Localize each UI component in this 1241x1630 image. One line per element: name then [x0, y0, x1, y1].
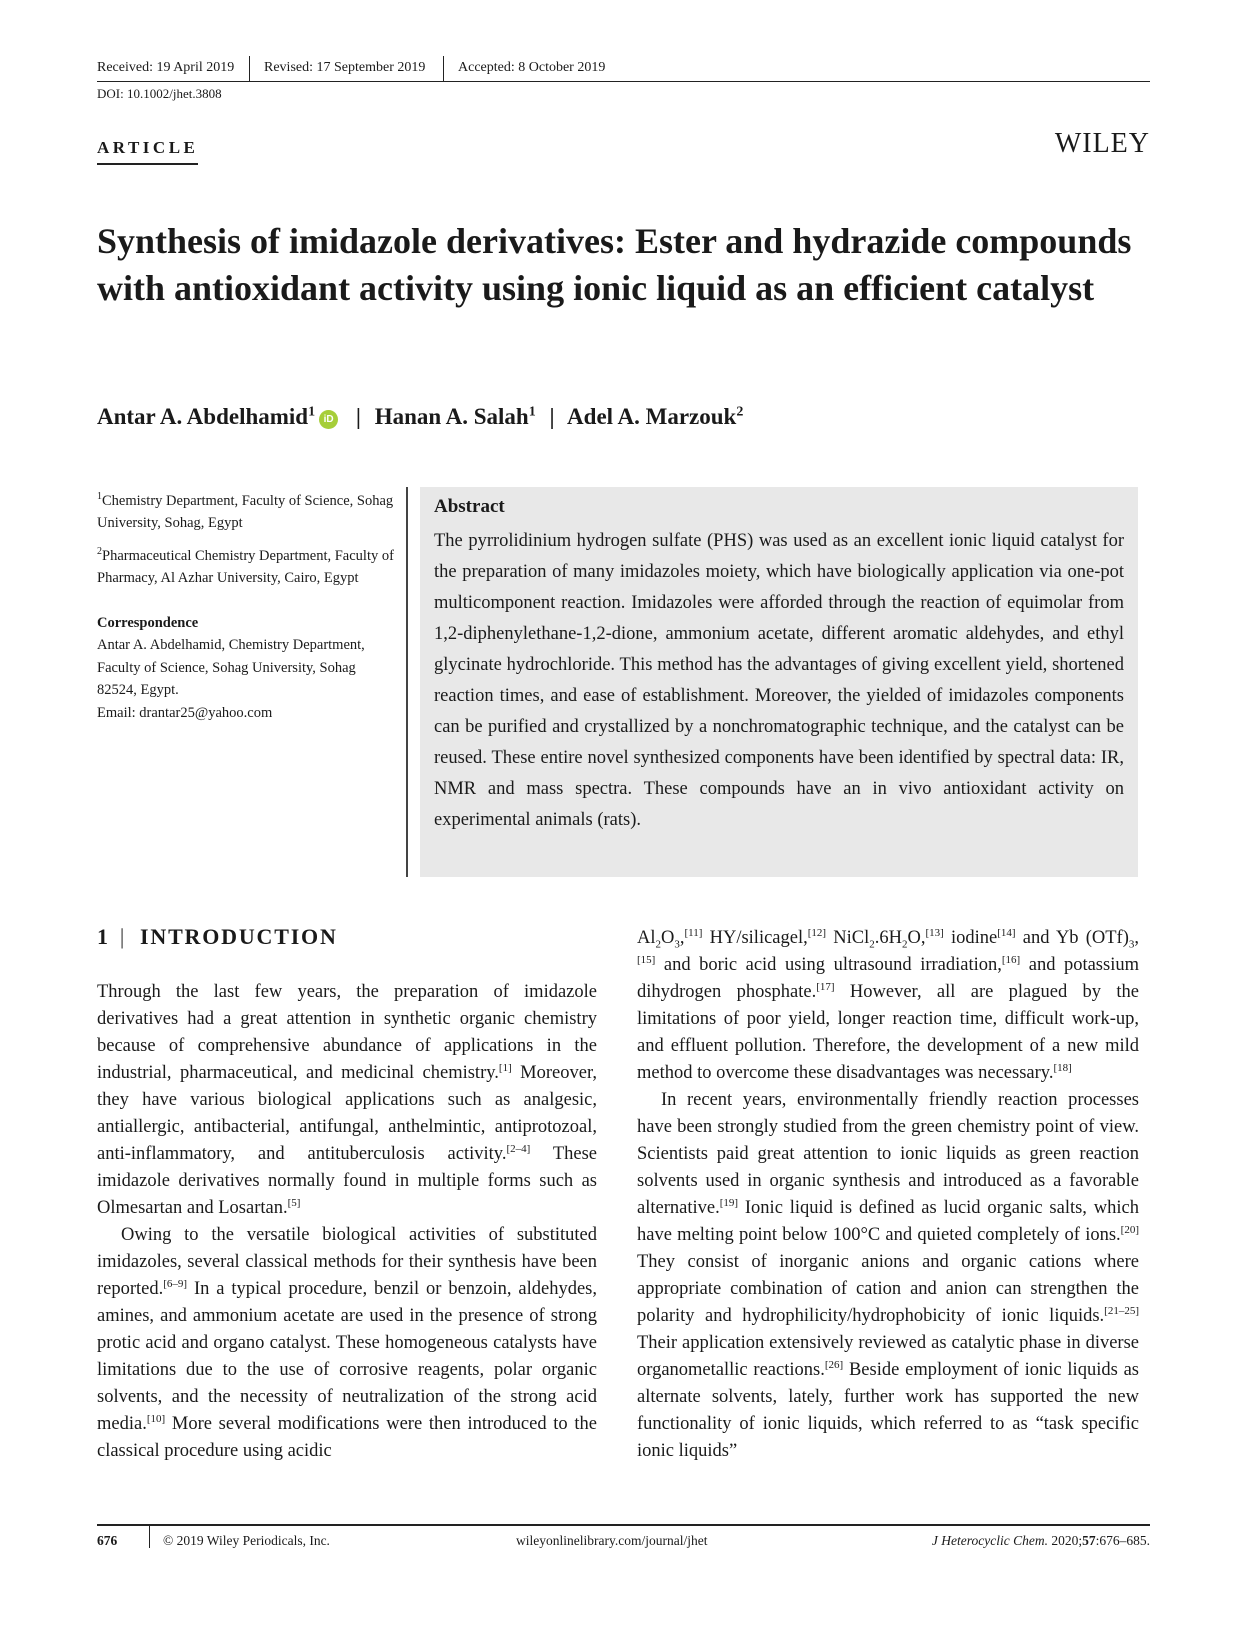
affiliations-panel [97, 486, 397, 724]
body-column-right [637, 925, 1139, 1465]
revised-date: Revised: 17 September 2019 [264, 60, 426, 75]
author-list [97, 404, 743, 430]
abstract-box [420, 487, 1138, 877]
paragraph: $Al_2O_3,[11]$ HY/silicagel,[12] $NiCl_2.6H_2O,[13]$ iodine[14] and Yb $(OTf)_3,[15]$ and boric acid using ultrasound irradiation,[16] and potassium dihydrogen phosphate.[17] However, all are plagued by the limitations of poor yield, longer reaction time, difficult work-up, and effluent pollution. Therefore, the development of a new mild method to overcome these disadvantages was necessary.[18] [637, 926, 1139, 1083]
citation-ref[interactable]: [17] [816, 980, 835, 993]
citation-ref[interactable]: [19] [719, 1196, 739, 1209]
citation-ref[interactable]: [10] [146, 1412, 166, 1425]
section-number: 1 [97, 924, 110, 949]
author-separator: | [355, 404, 361, 429]
abstract-text: The pyrrolidinium hydrogen sulfate (PHS) was used as an excellent ionic liquid catalyst for the preparation of many imidazoles moiety, which have biologically application via one-pot multicomponent reaction. Imidazoles were afforded through the reaction of equimolar from 1,2-diphenylethane-1,2-dione, ammonium acetate, different aromatic aldehydes, and ethyl glycinate hydrochloride. This method has the advantages of giving excellent yield, shortened reaction times, and ease of establishment. Moreover, the yielded of imidazoles components can be purified and crystallized by a nonchromatographic technique, and the catalyst can be reused. These entire novel synthesized components have been identified by spectral data: IR, NMR and mass spectra. These compounds have an in vivo antioxidant activity on experimental animals (rats). [434, 531, 1124, 830]
correspondence-heading: Correspondence [97, 614, 199, 631]
correspondence-email[interactable]: Email: drantar25@yahoo.com [97, 704, 273, 721]
citation-ref[interactable]: [16] [1001, 953, 1021, 966]
author-name[interactable]: Adel A. Marzouk [567, 404, 737, 429]
citation-ref[interactable]: [21–25] [1104, 1304, 1139, 1317]
section-heading [97, 924, 338, 950]
divider [149, 1524, 150, 1548]
citation-ref[interactable]: [2–4] [506, 1142, 531, 1155]
citation-ref[interactable]: [13] [925, 926, 944, 939]
citation-ref[interactable]: [5] [287, 1196, 301, 1209]
paragraph: Through the last few years, the preparation of imidazole derivatives had a great attention in synthetic organic chemistry because of comprehensive abundance of applications in the industrial, pharmaceutical, and medicinal chemistry.[1] Moreover, they have various biological applications such as analgesic, antiallergic, antibacterial, antifungal, anthelmintic, antiprotozoal, anti-inflammatory, and antituberculosis activity.[2–4] These imidazole derivatives normally found in multiple forms such as Olmesartan and Losartan.[5] [97, 982, 598, 1218]
publisher-logo: WILEY [1054, 128, 1150, 159]
journal-citation: J Heterocyclic Chem. 2020;57:676–685. [931, 1533, 1150, 1548]
citation-ref[interactable]: [15] [637, 953, 656, 966]
section-separator: | [119, 924, 127, 949]
section-title: INTRODUCTION [140, 924, 338, 949]
paper-title: Synthesis of imidazole derivatives: Ester and hydrazide compounds with antioxidant activity using ionic liquid as an efficient catalyst [97, 221, 1132, 308]
divider [443, 56, 444, 81]
correspondence-body: Antar A. Abdelhamid, Chemistry Department, Faculty of Science, Sohag University, Sohag 82524, Egypt. Email: drantar25@yahoo.com [97, 637, 365, 721]
accepted-date: Accepted: 8 October 2019 [458, 60, 606, 75]
author-separator: | [549, 404, 555, 429]
citation-ref[interactable]: [20] [1120, 1223, 1139, 1236]
citation-ref[interactable]: [6–9] [163, 1277, 188, 1290]
affiliation-ref: 2 [736, 404, 744, 420]
citation-ref[interactable]: [26] [824, 1358, 844, 1371]
divider [249, 56, 250, 81]
received-date: Received: 19 April 2019 [97, 60, 235, 75]
citation-ref[interactable]: [1] [498, 1061, 512, 1074]
citation-ref[interactable]: [12] [807, 926, 827, 939]
paragraph: In recent years, environmentally friendly reaction processes have been strongly studied from the green chemistry point of view. Scientists paid great attention to ionic liquids as green reaction solvents used in organic synthesis and introduced as a favorable alternative.[19] Ionic liquid is defined as lucid organic salts, which have melting point below 100°C and quieted completely of ions.[20] They consist of inorganic anions and organic cations where appropriate combination of cation and anion can strengthen the polarity and hydrophilicity/hydrophobicity of ionic liquids.[21–25] Their application extensively reviewed as catalytic phase in diverse organometallic reactions.[26] Beside employment of ionic liquids as alternate solvents, lately, further work has supported the new functionality of ionic liquids, which referred to as “task specific ionic liquids” [637, 1090, 1139, 1461]
doi[interactable]: DOI: 10.1002/jhet.3808 [97, 86, 222, 101]
article-type-label: ARTICLE [97, 138, 198, 165]
page-number: 676 [97, 1533, 118, 1548]
body-column-left [97, 979, 597, 1465]
dates-bar [97, 56, 1150, 82]
paragraph: Owing to the versatile biological activities of substituted imidazoles, several classical methods for their synthesis have been reported.[6–9] In a typical procedure, benzil or benzoin, aldehydes, amines, and ammonium acetate are used in the presence of strong protic acid and organo catalyst. These homogeneous catalysts have limitations due to the use of corrosive reagents, polar organic solvents, and the necessity of neutralization of the strong acid media.[10] More several modifications were then introduced to the classical procedure using acidic [97, 1225, 597, 1461]
affiliation-item: $^1$Chemistry Department, Faculty of Science, Sohag University, Sohag, Egypt [97, 491, 394, 532]
affiliation-item: $^2$Pharmaceutical Chemistry Department, Faculty of Pharmacy, Al Azhar University, Cairo, Egypt [97, 545, 394, 587]
abstract-heading: Abstract [434, 496, 505, 517]
copyright: © 2019 Wiley Periodicals, Inc. [163, 1533, 330, 1548]
affiliation-ref: 1 [528, 404, 536, 420]
author-name[interactable]: Hanan A. Salah [374, 404, 529, 429]
divider [406, 487, 408, 877]
author-name[interactable]: Antar A. Abdelhamid [97, 404, 309, 429]
orcid-icon[interactable]: iD [319, 410, 338, 429]
footer-rule [97, 1524, 1150, 1526]
affiliation-ref: 1 [308, 404, 316, 420]
citation-ref[interactable]: [11] [684, 926, 703, 939]
citation-ref[interactable]: [14] [997, 926, 1016, 939]
journal-url[interactable]: wileyonlinelibrary.com/journal/jhet [516, 1533, 708, 1548]
citation-ref[interactable]: [18] [1053, 1061, 1072, 1074]
